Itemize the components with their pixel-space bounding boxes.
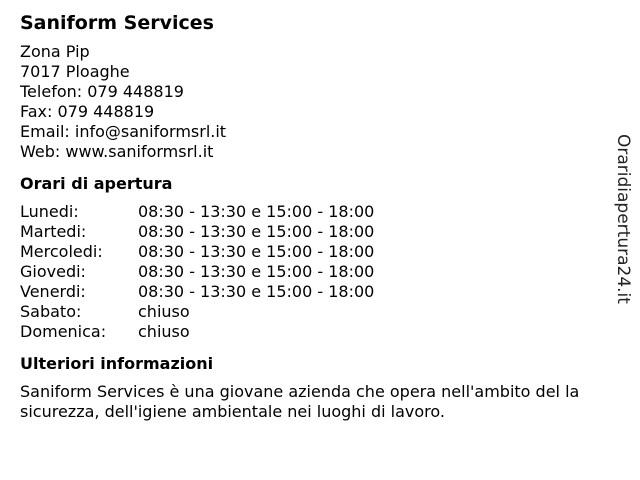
hours-time: 08:30 - 13:30 e 15:00 - 18:00 (138, 262, 375, 281)
hours-row (20, 202, 610, 222)
hours-row (20, 262, 610, 282)
business-name: Saniform Services (20, 12, 214, 34)
hours-day: Martedi: (20, 222, 87, 241)
hours-row (20, 222, 610, 242)
hours-time: chiuso (138, 302, 190, 321)
hours-time: 08:30 - 13:30 e 15:00 - 18:00 (138, 282, 375, 301)
hours-day: Lunedi: (20, 202, 79, 221)
hours-time: 08:30 - 13:30 e 15:00 - 18:00 (138, 242, 375, 261)
hours-day: Mercoledi: (20, 242, 103, 261)
brand-watermark: Oraridiapertura24.it (613, 134, 633, 304)
hours-row (20, 302, 610, 322)
phone-line: Telefon: 079 448819 (20, 82, 184, 101)
hours-day: Venerdi: (20, 282, 86, 301)
more-info-heading: Ulteriori informazioni (20, 354, 214, 373)
address-street: Zona Pip (20, 42, 90, 61)
hours-row (20, 282, 610, 302)
hours-day: Sabato: (20, 302, 82, 321)
fax-line: Fax: 079 448819 (20, 102, 155, 121)
contact-block (20, 42, 610, 162)
business-details (20, 10, 610, 422)
hours-row (20, 242, 610, 262)
hours-time: 08:30 - 13:30 e 15:00 - 18:00 (138, 202, 375, 221)
hours-day: Giovedi: (20, 262, 86, 281)
opening-hours-heading: Orari di apertura (20, 174, 173, 193)
email-line: Email: info@saniformsrl.it (20, 122, 227, 141)
opening-hours-table (20, 202, 610, 342)
business-description: Saniform Services è una giovane azienda che opera nell'ambito del la sicurezza, dell'igiene ambientale nei luoghi di lavoro. (20, 382, 580, 421)
hours-time: 08:30 - 13:30 e 15:00 - 18:00 (138, 222, 375, 241)
hours-day: Domenica: (20, 322, 107, 341)
address-city: 7017 Ploaghe (20, 62, 130, 81)
hours-row (20, 322, 610, 342)
hours-time: chiuso (138, 322, 190, 341)
web-line: Web: www.saniformsrl.it (20, 142, 214, 161)
